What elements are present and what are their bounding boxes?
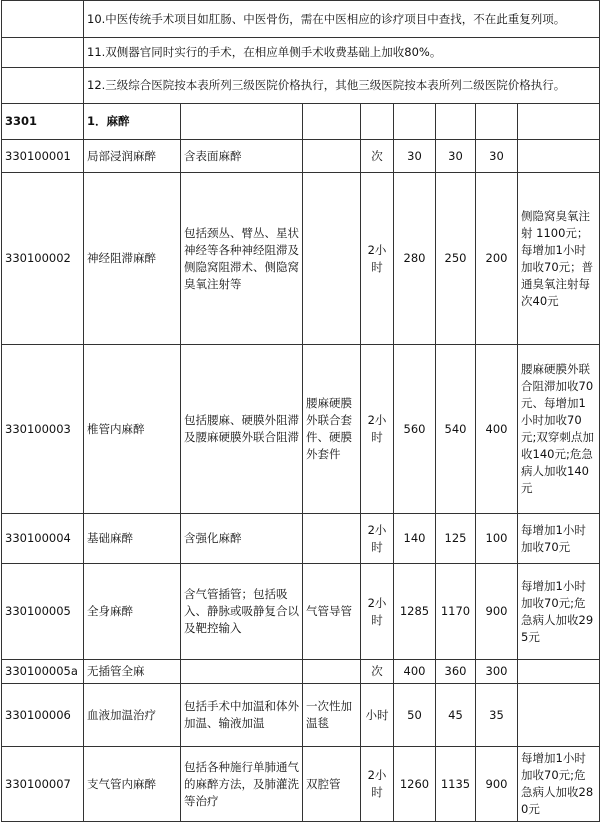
item-note [518,660,600,684]
item-code: 330100005a [2,660,84,684]
item-code: 330100005 [2,564,84,660]
table-row [2,514,600,564]
price-tier3: 900 [476,564,518,660]
price-tier2: 45 [436,684,476,747]
item-unit: 2小时 [361,345,394,514]
item-code: 330100006 [2,684,84,747]
item-note [518,684,600,747]
price-tier1: 50 [394,684,436,747]
empty-cell [476,104,518,140]
item-code: 330100002 [2,173,84,345]
fee-table [1,0,600,822]
note-10: 10.中医传统手术项目如肛肠、中医骨伤，需在中医相应的诊疗项目中查找，不在此重复列项。 [84,1,600,38]
note-12: 12.三级综合医院按本表所列三级医院价格执行，其他三级医院按本表所列二级医院价格执行。 [84,68,600,104]
item-unit: 2小时 [361,564,394,660]
section-title: 1．麻醉 [84,104,181,140]
price-tier1: 400 [394,660,436,684]
item-excluded [303,660,361,684]
empty-cell [361,104,394,140]
section-row [2,104,600,140]
price-tier2: 1135 [436,747,476,822]
price-tier3: 30 [476,140,518,173]
price-tier1: 1260 [394,747,436,822]
item-code: 330100004 [2,514,84,564]
item-content: 含气管插管；包括吸入、静脉或吸静复合以及靶控输入 [181,564,303,660]
item-content: 含强化麻醉 [181,514,303,564]
item-content: 包括腰麻、硬膜外阻滞及腰麻硬膜外联合阻滞 [181,345,303,514]
note-row [2,68,600,104]
item-name: 椎管内麻醉 [84,345,181,514]
item-note: 每增加1小时加收70元;危急病人加收295元 [518,564,600,660]
table-row [2,173,600,345]
note-row-spacer [2,38,84,68]
item-excluded: 双腔管 [303,747,361,822]
price-tier3: 200 [476,173,518,345]
price-tier2: 250 [436,173,476,345]
price-tier3: 900 [476,747,518,822]
table-row [2,140,600,173]
item-content: 含表面麻醉 [181,140,303,173]
price-tier1: 1285 [394,564,436,660]
item-note: 侧隐窝臭氧注 射 1100元；每增加1小时加收70元；普通臭氧注射每次40元 [518,173,600,345]
note-row-spacer [2,1,84,38]
item-name: 基础麻醉 [84,514,181,564]
item-code: 330100003 [2,345,84,514]
table-row [2,684,600,747]
item-note [518,140,600,173]
price-tier1: 140 [394,514,436,564]
empty-cell [518,104,600,140]
item-excluded: 腰麻硬膜外联合套件、硬膜外套件 [303,345,361,514]
item-unit: 次 [361,660,394,684]
empty-cell [394,104,436,140]
item-name: 全身麻醉 [84,564,181,660]
empty-cell [436,104,476,140]
note-row [2,38,600,68]
item-excluded [303,140,361,173]
note-row [2,1,600,38]
fee-table-body [2,1,600,822]
item-excluded [303,173,361,345]
empty-cell [181,104,303,140]
empty-cell [303,104,361,140]
section-code: 3301 [2,104,84,140]
price-tier3: 400 [476,345,518,514]
item-name: 神经阻滞麻醉 [84,173,181,345]
price-tier2: 30 [436,140,476,173]
table-row [2,660,600,684]
price-tier3: 100 [476,514,518,564]
price-tier2: 1170 [436,564,476,660]
item-excluded [303,514,361,564]
price-tier1: 280 [394,173,436,345]
price-tier2: 360 [436,660,476,684]
item-unit: 小时 [361,684,394,747]
item-name: 无插管全麻 [84,660,181,684]
item-content [181,660,303,684]
item-unit: 2小时 [361,514,394,564]
price-tier2: 540 [436,345,476,514]
item-name: 支气管内麻醉 [84,747,181,822]
item-unit: 2小时 [361,173,394,345]
item-content: 包括手术中加温和体外加温、输液加温 [181,684,303,747]
item-content: 包括颈丛、臂丛、星状神经等各种神经阻滞及侧隐窝阻滞术、侧隐窝臭氧注射等 [181,173,303,345]
price-tier3: 300 [476,660,518,684]
price-tier1: 560 [394,345,436,514]
item-name: 血液加温治疗 [84,684,181,747]
item-unit: 次 [361,140,394,173]
price-tier1: 30 [394,140,436,173]
table-row [2,747,600,822]
item-excluded: 一次性加温毯 [303,684,361,747]
item-code: 330100001 [2,140,84,173]
item-note: 每增加1小时加收70元 [518,514,600,564]
note-row-spacer [2,68,84,104]
price-tier3: 35 [476,684,518,747]
item-note: 每增加1小时加收70元;危急病人加收280元 [518,747,600,822]
item-code: 330100007 [2,747,84,822]
item-content: 包括各种施行单肺通气的麻醉方法，及肺灌洗等治疗 [181,747,303,822]
item-unit: 2小时 [361,747,394,822]
item-excluded: 气管导管 [303,564,361,660]
item-note: 腰麻硬膜外联合阻滞加收70元、每增加1小时加收70元;双穿刺点加收140元;危急病人加收140元 [518,345,600,514]
item-name: 局部浸润麻醉 [84,140,181,173]
note-11: 11.双侧器官同时实行的手术，在相应单侧手术收费基础上加收80%。 [84,38,600,68]
table-row [2,564,600,660]
price-tier2: 125 [436,514,476,564]
table-row [2,345,600,514]
